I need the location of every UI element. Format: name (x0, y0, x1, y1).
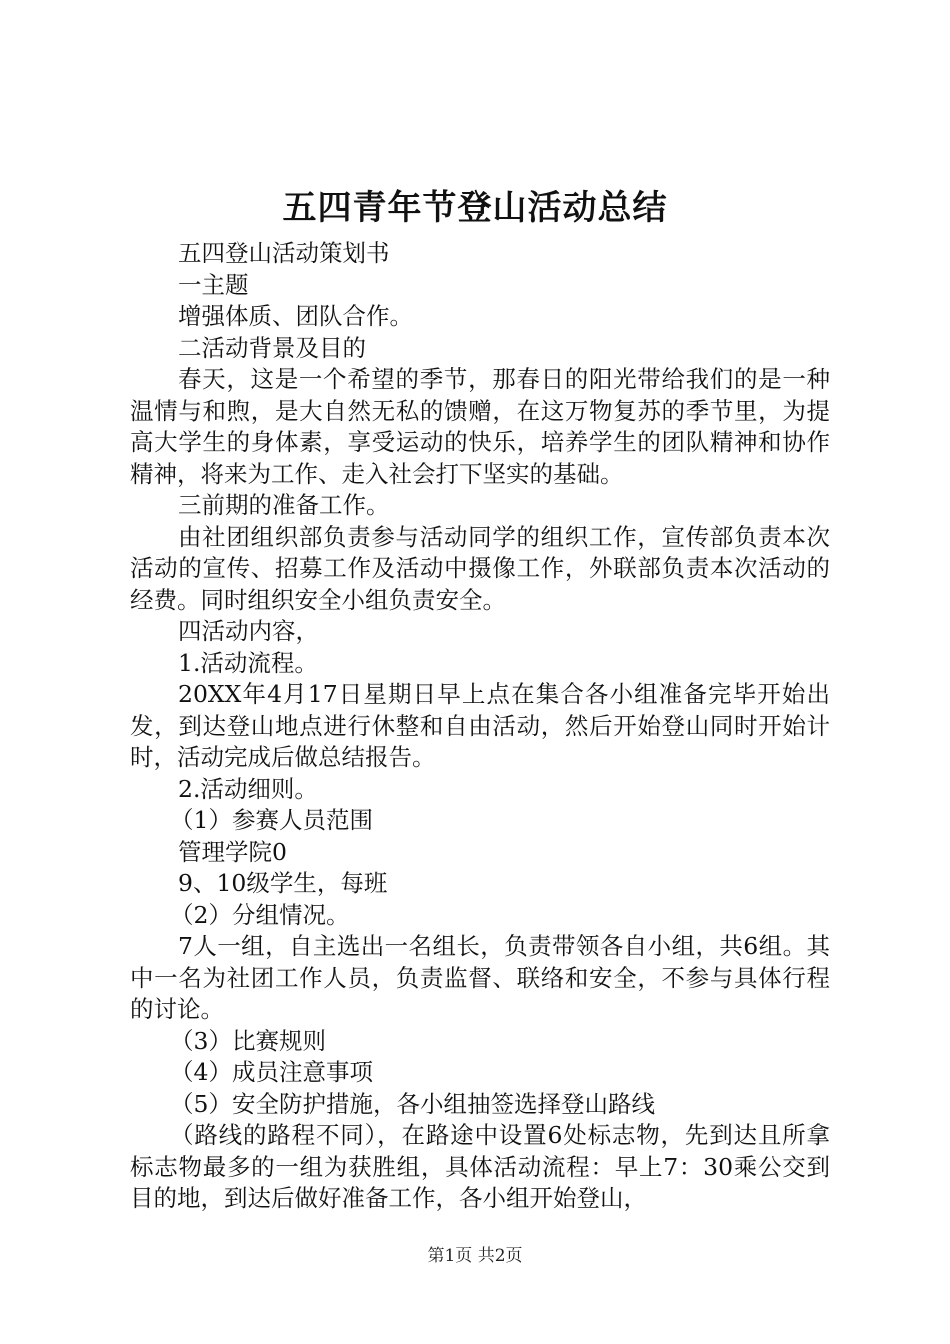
paragraph-safety-measures: （5）安全防护措施，各小组抽签选择登山路线 (170, 1089, 655, 1118)
paragraph-preparation: 由社团组织部负责参与活动同学的组织工作，宣传部负责本次活动的宣传、招募工作及活动中摄像工作，外联部负责本次活动的经费。同时组织安全小组负责安全。 (130, 522, 830, 614)
paragraph-rules-heading: 2.活动细则。 (178, 774, 318, 803)
paragraph-participants-college: 管理学院0 (178, 837, 287, 866)
paragraph-route-details: （路线的路程不同），在路途中设置6处标志物，先到达且所拿标志物最多的一组为获胜组，具体活动流程：早上7：30乘公交到目的地，到达后做好准备工作，各小组开始登山， (130, 1121, 830, 1212)
paragraph-plan-heading: 五四登山活动策划书 (178, 239, 390, 267)
paragraph-participants-grades: 9、10级学生，每班 (178, 869, 388, 897)
paragraph-section-3-heading: 三前期的准备工作。 (178, 491, 390, 519)
document-body (130, 238, 830, 1215)
paragraph-theme: 增强体质、团队合作。 (178, 302, 413, 330)
document-title: 五四青年节登山活动总结 (282, 188, 668, 228)
paragraph-grouping: 7人一组，自主选出一名组长，负责带领各自小组，共6组。其中一名为社团工作人员，负责监督、联络和安全，不参与具体行程的讨论。 (130, 932, 830, 1023)
page-footer: 第1页 共2页 (427, 1246, 523, 1266)
paragraph-process-heading: 1.活动流程。 (178, 648, 318, 677)
paragraph-background: 春天，这是一个希望的季节，那春日的阳光带给我们的是一种温情与和煦，是大自然无私的馈赠，在这万物复苏的季节里，为提高大学生的身体素，享受运动的快乐，培养学生的团队精神和协作精神，将来为工作、走入社会打下坚实的基础。 (130, 365, 830, 488)
paragraph-process: 20XX年4月17日星期日早上点在集合各小组准备完毕开始出发，到达登山地点进行休整和自由活动，然后开始登山同时开始计时，活动完成后做总结报告。 (130, 680, 830, 771)
paragraph-section-4-heading: 四活动内容， (178, 617, 319, 645)
paragraph-grouping-heading: （2）分组情况。 (170, 900, 350, 929)
paragraph-member-notes: （4）成员注意事项 (170, 1058, 373, 1086)
paragraph-section-1-heading: 一主题 (178, 270, 249, 299)
paragraph-competition-rules: （3）比赛规则 (170, 1026, 326, 1055)
paragraph-section-2-heading: 二活动背景及目的 (178, 333, 366, 362)
paragraph-participants-heading: （1）参赛人员范围 (170, 806, 373, 834)
